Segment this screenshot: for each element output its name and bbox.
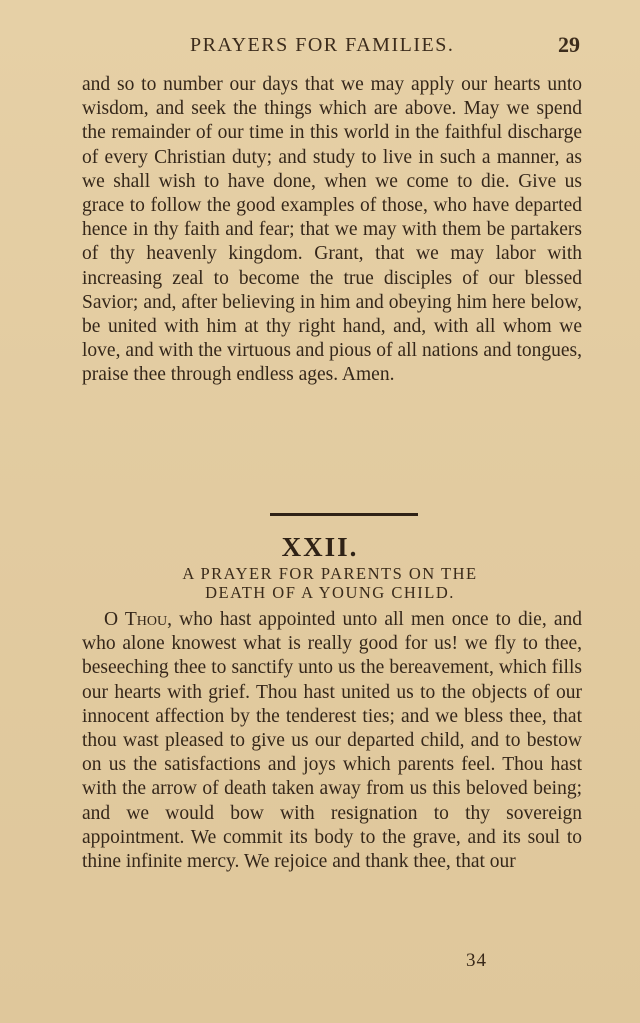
section-title-line-1: A PRAYER FOR PARENTS ON THE bbox=[182, 564, 478, 583]
opening-word: O Thou, bbox=[104, 609, 173, 630]
signature-mark: 34 bbox=[466, 950, 487, 971]
running-head bbox=[0, 34, 640, 62]
running-title: PRAYERS FOR FAMILIES. bbox=[190, 34, 455, 56]
page-number: 29 bbox=[558, 32, 580, 57]
section-title bbox=[120, 564, 540, 602]
section-title-line-2: DEATH OF A YOUNG CHILD. bbox=[205, 583, 455, 602]
prayer-body-paragraph bbox=[82, 608, 582, 874]
section-number: XXII. bbox=[281, 532, 359, 562]
section-divider bbox=[270, 513, 418, 516]
continued-prayer-paragraph: and so to number our days that we may apply our hearts unto wisdom, and seek the things which are above. May we spend the remainder of our time in this world in the faithful discharge of every Christian duty; and study to live in such a manner, as we shall wish to have done, when we come to die. Give us grace to follow the good examples of those, who have departed hence in thy faith and fear; that we may with them be partakers of thy heavenly kingdom. Grant, that we may labor with increasing zeal to become the true disciples of our blessed Savior; and, after believing in him and obeying him here below, be united with him at thy right hand, and, with all whom we love, and with the virtuous and pious of all nations and tongues, praise thee through endless ages. Amen. bbox=[82, 74, 582, 386]
prayer-body-text: who hast appointed unto all men once to die, and who alone knowest what is really good for us! we fly to thee, beseeching thee to sanctify unto us the bereavement, which fills our hearts with grief. Thou hast united us to the objects of our innocent affection by the tenderest ties; and we bless thee, that thou wast pleased to give us our departed child, and to bestow on us the satisfactions and joys which parents feel. Thou hast with the arrow of death taken away from us this beloved being; and we would bow with resignation to thy sovereign appointment. We commit its body to the grave, and its soul to thine infinite mercy. We rejoice and thank thee, that our bbox=[82, 609, 583, 873]
